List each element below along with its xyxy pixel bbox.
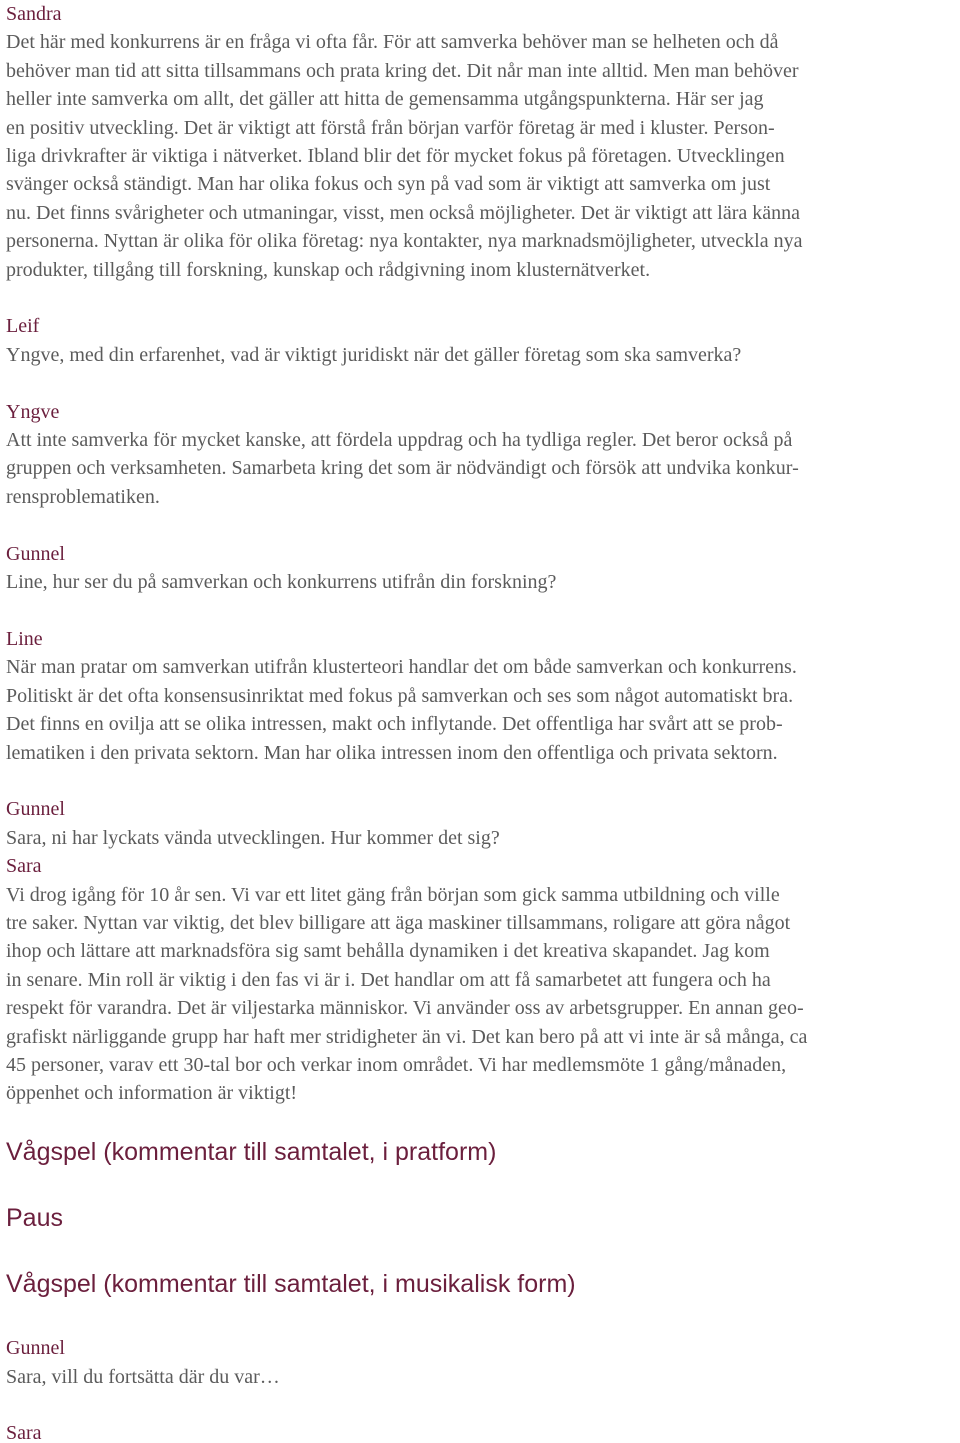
dialogue-block-leif [6,312,956,369]
speaker-name: Yngve [6,400,60,423]
speech-text: Line, hur ser du på samverkan och konkurrens utifrån din forskning? [6,571,557,594]
speaker-name: Sara [6,855,42,878]
speaker-name: Sara [6,1422,42,1443]
speaker-name: Sandra [6,3,62,25]
speech-text: Sara, ni har lyckats vända utvecklingen. Hur kommer det sig? [6,826,500,849]
section-heading-musikalisk: Vågspel (kommentar till samtalet, i musikalisk form) [6,1270,576,1299]
speaker-name: Gunnel [6,1337,65,1360]
dialogue-block-gunnel-2 [6,795,956,852]
section-heading-pratform: Vågspel (kommentar till samtalet, i pratform) [6,1138,497,1167]
dialogue-block-sara-2 [6,1419,956,1443]
speech-text: Yngve, med din erfarenhet, vad är viktigt juridiskt när det gäller företag som ska samverka? [6,343,742,366]
dialogue-block-sandra [6,0,956,284]
speaker-name: Gunnel [6,798,65,821]
speaker-name: Gunnel [6,542,65,565]
document-page [6,0,956,1443]
speaker-name: Leif [6,315,40,338]
speaker-name: Line [6,627,43,650]
dialogue-block-sara [6,852,956,1108]
speech-text: Sara, vill du fortsätta där du var… [6,1365,280,1388]
dialogue-block-gunnel [6,540,956,597]
dialogue-block-line [6,625,956,767]
dialogue-block-gunnel-3 [6,1334,956,1391]
section-heading-paus: Paus [6,1204,63,1233]
speech-text: Det här med konkurrens är en fråga vi ofta får. För att samverka behöver man se helheten och då behöver man tid att sitta tillsammans och prata kring det. Dit når man inte alltid. Men man behöver heller inte samverka om allt, det gäller att hitta de gemensamma utgångspunkterna. Här ser jag en positiv utveckling. Det är viktigt att förstå från början varför företag är med i kluster. Person- liga drivkrafter är viktiga i nätverket. Ibland blir det för mycket fokus på företagen. Utvecklingen svänger också ständigt. Man har olika fokus och syn på vad som är viktigt att samverka om just nu. Det finns svårigheter och utmaningar, visst, men också möjligheter. Det är viktigt att lära känna personerna. Nyttan är olika för olika företag: nya kontakter, nya marknadsmöjligheter, utveckla nya produkter, tillgång till forskning, kunskap och rådgivning inom klusternätverket. [6,31,803,281]
speech-text: När man pratar om samverkan utifrån klusterteori handlar det om både samverkan och konkurrens. Politiskt är det ofta konsensusinriktat med fokus på samverkan och ses som något automatiskt bra. Det finns en ovilja att se olika intressen, makt och inflytande. Det offentliga har svårt att se prob- lematiken i den privata sektorn. Man har olika intressen inom den offentliga och privata sektorn. [6,656,797,764]
speech-text: Att inte samverka för mycket kanske, att fördela uppdrag och ha tydliga regler. Det beror också på gruppen och verksamheten. Samarbeta kring det som är nödvändigt och försök att undvika konkur- rensproblematiken. [6,429,799,508]
speech-text: Vi drog igång för 10 år sen. Vi var ett litet gäng från början som gick samma utbildning och ville tre saker. Nyttan var viktig, det blev billigare att äga maskiner tillsammans, roligare att göra något ihop och lättare att marknadsföra sig samt behålla dynamiken i det kreativa skapandet. Jag kom in senare. Min roll är viktig i den fas vi är i. Det handlar om att få samarbetet att fungera och ha respekt för varandra. Det är viljestarka människor. Vi använder oss av arbetsgrupper. En annan geo- grafiskt närliggande grupp har haft mer stridigheter än vi. Det kan bero på att vi inte är så många, ca 45 personer, varav ett 30-tal bor och verkar inom området. Vi har medlemsmöte 1 gång/månaden, öppenhet och information är viktigt! [6,883,808,1105]
dialogue-block-yngve [6,398,956,512]
